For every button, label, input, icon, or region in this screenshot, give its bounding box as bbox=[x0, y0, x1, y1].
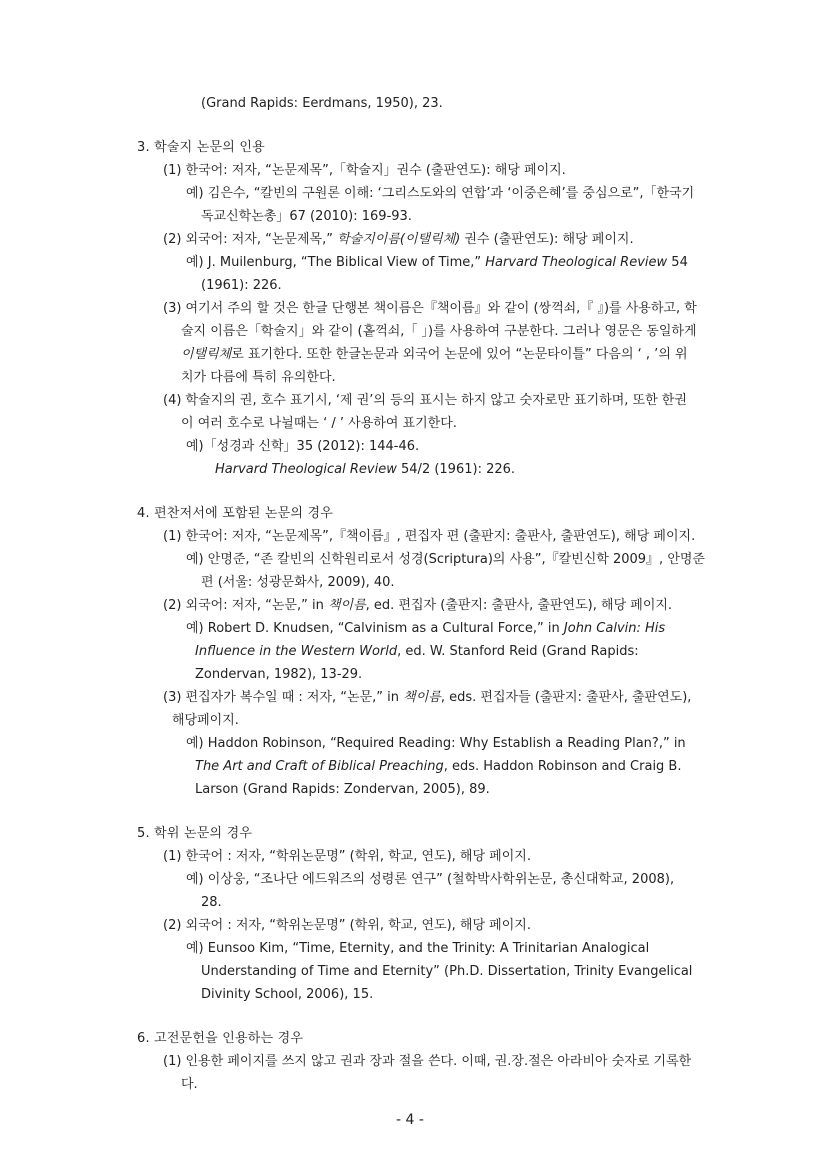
text-span: (2) 외국어: 저자, “논문,” in bbox=[163, 598, 324, 613]
text-line: 술지 이름은「학술지」와 같이 (홑꺽쇠,「 」)를 사용하여 구분한다. 그러나 영문은 동일하게 bbox=[181, 324, 697, 339]
page-number: - 4 - bbox=[396, 1112, 424, 1128]
section-heading: 6. 고전문헌을 인용하는 경우 bbox=[137, 1031, 304, 1046]
text-span: 54/2 (1961): 226. bbox=[401, 462, 516, 477]
text-span: 예) Robert D. Knudsen, “Calvinism as a Cultural Force,” in bbox=[186, 621, 560, 636]
italic-span: 이탤릭체 bbox=[181, 347, 232, 362]
italic-span: The Art and Craft of Biblical Preaching bbox=[195, 759, 444, 774]
text-line bbox=[181, 346, 688, 364]
text-line: 예) 안명준, “존 칼빈의 신학원리로서 성경(Scriptura)의 사용”,『칼빈신학 2009』, 안명준 bbox=[186, 552, 705, 567]
text-line: (1) 인용한 페이지를 쓰지 않고 권과 장과 절을 쓴다. 이때, 권.장.절은 아라비아 숫자로 기록한 bbox=[163, 1054, 692, 1069]
text-span: 예) J. Muilenburg, “The Biblical View of Time,” bbox=[186, 255, 482, 270]
text-line: (3) 여기서 주의 할 것은 한글 단행본 책이름은『책이름』와 같이 (쌍꺽쇠,『 』)를 사용하고, 학 bbox=[163, 301, 697, 316]
text-line bbox=[215, 461, 515, 479]
text-span: (2) 외국어: 저자, “논문제목,” bbox=[163, 232, 333, 247]
text-line: 예) Haddon Robinson, “Required Reading: Why Establish a Reading Plan?,” in bbox=[186, 736, 686, 751]
text-span: , ed. W. Stanford Reid (Grand Rapids: bbox=[397, 644, 639, 659]
text-line: Understanding of Time and Eternity” (Ph.D. Dissertation, Trinity Evangelical bbox=[201, 964, 693, 979]
text-line bbox=[195, 758, 682, 776]
text-line: 28. bbox=[201, 895, 222, 910]
text-line: Larson (Grand Rapids: Zondervan, 2005), 89. bbox=[195, 782, 490, 797]
text-span: , eds. Haddon Robinson and Craig B. bbox=[443, 759, 682, 774]
italic-span: Influence in the Western World bbox=[195, 644, 398, 659]
italic-span: John Calvin: His bbox=[563, 621, 666, 636]
text-line: (2) 외국어 : 저자, “학위논문명” (학위, 학교, 연도), 해당 페이지. bbox=[163, 918, 531, 933]
italic-span: 학술지이름(이탤릭체) bbox=[337, 232, 461, 247]
text-line: Divinity School, 2006), 15. bbox=[201, 987, 374, 1002]
text-line: 독교신학논총」67 (2010): 169-93. bbox=[201, 209, 412, 224]
text-line: 예)「성경과 신학」35 (2012): 144-46. bbox=[186, 439, 420, 454]
text-line: (1961): 226. bbox=[201, 278, 282, 293]
text-line: (1) 한국어: 저자, “논문제목”,「학술지」권수 (출판연도): 해당 페이지. bbox=[163, 163, 566, 178]
text-line bbox=[163, 689, 691, 707]
text-span: (3) 편집자가 복수일 때 : 저자, “논문,” in bbox=[163, 690, 400, 705]
text-line: 편 (서울: 성광문화사, 2009), 40. bbox=[201, 575, 395, 590]
text-line: (1) 한국어: 저자, “논문제목”,『책이름』, 편집자 편 (출판지: 출판사, 출판연도), 해당 페이지. bbox=[163, 529, 696, 544]
text-line bbox=[163, 231, 634, 249]
text-span: , ed. 편집자 (출판지: 출판사, 출판연도), 해당 페이지. bbox=[365, 598, 673, 613]
text-line: 해당페이지. bbox=[172, 713, 239, 728]
text-line bbox=[186, 254, 688, 272]
italic-span: 책이름 bbox=[327, 598, 366, 613]
text-line: 예) 이상웅, “조나단 에드워즈의 성령론 연구” (철학박사학위논문, 총신대학교, 2008), bbox=[186, 872, 675, 887]
section-heading: 4. 편찬저서에 포함된 논문의 경우 bbox=[137, 506, 333, 521]
text-line: 치가 다름에 특히 유의한다. bbox=[181, 370, 336, 385]
text-line bbox=[186, 620, 665, 638]
text-span: 권수 (출판연도): 해당 페이지. bbox=[464, 232, 634, 247]
text-line: 예) 김은수, “칼빈의 구원론 이해: ‘그리스도와의 연합’과 ‘이중은혜’를 중심으로”,「한국기 bbox=[186, 186, 695, 201]
text-line bbox=[163, 597, 672, 615]
text-span: , eds. 편집자들 (출판지: 출판사, 출판연도), bbox=[440, 690, 692, 705]
text-line bbox=[195, 643, 639, 661]
text-line: (1) 한국어 : 저자, “학위논문명” (학위, 학교, 연도), 해당 페이지. bbox=[163, 849, 531, 864]
text-line: (4) 학술지의 권, 호수 표기시, ‘제 권’의 등의 표시는 하지 않고 숫자로만 표기하며, 또한 한권 bbox=[163, 393, 687, 408]
italic-span: Harvard Theological Review bbox=[485, 255, 668, 270]
text-line: 다. bbox=[181, 1077, 198, 1092]
text-line: 예) Eunsoo Kim, “Time, Eternity, and the Trinity: A Trinitarian Analogical bbox=[186, 941, 650, 956]
text-line: 이 여러 호수로 나뉠때는 ‘ / ’ 사용하여 표기한다. bbox=[181, 416, 457, 431]
text-span: 54 bbox=[671, 255, 688, 270]
text-span: 로 표기한다. 또한 한글논문과 외국어 논문에 있어 “논문타이틀” 다음의 ‘ , ’의 위 bbox=[231, 347, 688, 362]
text-line: Zondervan, 1982), 13-29. bbox=[195, 667, 363, 682]
section-heading: 3. 학술지 논문의 인용 bbox=[137, 140, 265, 155]
text-line: (Grand Rapids: Eerdmans, 1950), 23. bbox=[201, 96, 443, 111]
italic-span: 책이름 bbox=[403, 690, 441, 705]
section-heading: 5. 학위 논문의 경우 bbox=[137, 826, 253, 841]
italic-span: Harvard Theological Review bbox=[215, 462, 397, 477]
